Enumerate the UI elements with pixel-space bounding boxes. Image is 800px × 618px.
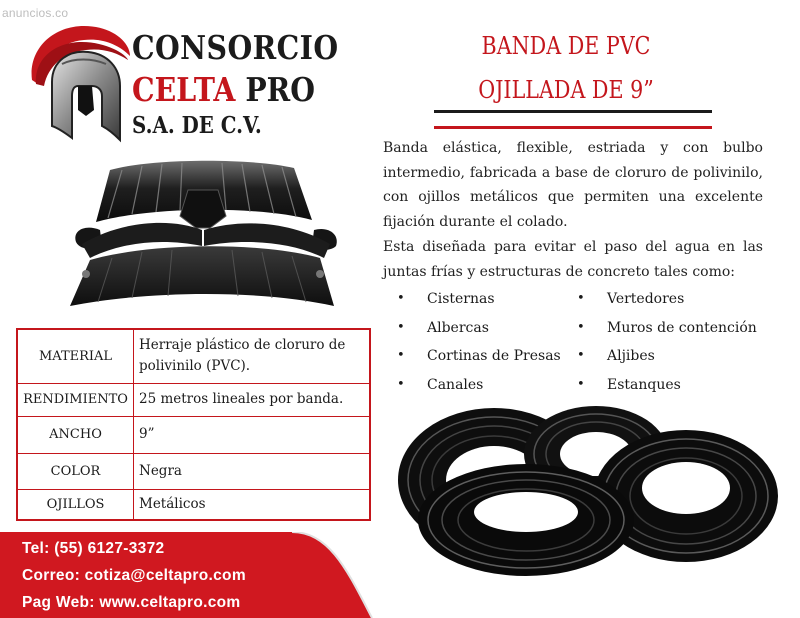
spec-value: Herraje plástico de cloruro de polivinilo (PVC). <box>134 329 371 383</box>
table-row <box>17 329 370 383</box>
bullet-icon: • <box>397 291 405 306</box>
spec-value: 25 metros lineales por banda. <box>134 383 371 416</box>
list-item <box>577 316 757 345</box>
spec-label: OJILLOS <box>17 489 134 520</box>
logo-name-line2 <box>132 70 315 109</box>
list-item-label: Muros de contención <box>607 319 757 336</box>
list-item <box>577 287 757 316</box>
spec-label: RENDIMIENTO <box>17 383 134 416</box>
list-item-label: Vertedores <box>607 291 685 307</box>
table-row <box>17 489 370 520</box>
uses-list-right <box>577 287 757 402</box>
bullet-icon: • <box>397 377 405 393</box>
uses-list-left <box>397 287 561 402</box>
contact-email[interactable]: Correo: cotiza@celtapro.com <box>22 567 246 584</box>
list-item-label: Canales <box>427 377 484 394</box>
description-paragraph-2: Esta diseñada para evitar el paso del agua en las juntas frías y estructuras de concreto tales como: <box>383 239 763 280</box>
list-item <box>397 344 561 373</box>
bullet-icon: • <box>577 348 585 364</box>
spec-label: ANCHO <box>17 416 134 453</box>
title-divider-black <box>434 110 712 113</box>
logo-name-red: CELTA <box>132 70 236 109</box>
spec-value: Negra <box>134 453 371 489</box>
list-item <box>397 316 561 345</box>
table-row <box>17 383 370 416</box>
list-item-label: Albercas <box>427 319 489 336</box>
spec-value: 9” <box>134 416 371 453</box>
bullet-icon: • <box>577 319 585 335</box>
page-title-line2: OJILLADA DE 9” <box>478 76 654 104</box>
list-item-label: Estanques <box>607 377 681 394</box>
description-paragraph-1: Banda elástica, flexible, estriada y con bulbo intermedio, fabricada a base de cloruro de polivinilo, con ojillos metálicos que permiten una excelente fijación durante el colado. <box>383 140 763 230</box>
title-divider-red <box>434 126 712 129</box>
contact-website[interactable]: Pag Web: www.celtapro.com <box>22 594 241 611</box>
list-item-label: Cisternas <box>427 291 495 307</box>
spec-label: MATERIAL <box>17 329 134 383</box>
contact-phone: Tel: (55) 6127-3372 <box>22 540 165 557</box>
table-row <box>17 416 370 453</box>
logo-legal-name: S.A. DE C.V. <box>132 112 262 139</box>
pvc-band-photo <box>62 150 344 310</box>
bullet-icon: • <box>577 291 585 306</box>
watermark: anuncios.co <box>2 6 69 20</box>
spartan-helmet-icon <box>22 20 134 148</box>
bullet-icon: • <box>397 348 405 364</box>
spec-label: COLOR <box>17 453 134 489</box>
bullet-icon: • <box>397 319 405 335</box>
list-item-label: Cortinas de Presas <box>427 348 561 365</box>
logo-name-dark: PRO <box>235 70 315 109</box>
spec-value: Metálicos <box>134 489 371 520</box>
bullet-icon: • <box>577 377 585 393</box>
logo-name-line1: CONSORCIO <box>132 28 339 67</box>
table-row <box>17 453 370 489</box>
page-title-line1: BANDA DE PVC <box>481 32 651 60</box>
spec-table <box>16 328 371 521</box>
list-item <box>577 344 757 373</box>
list-item-label: Aljibes <box>607 348 655 365</box>
list-item <box>397 287 561 316</box>
